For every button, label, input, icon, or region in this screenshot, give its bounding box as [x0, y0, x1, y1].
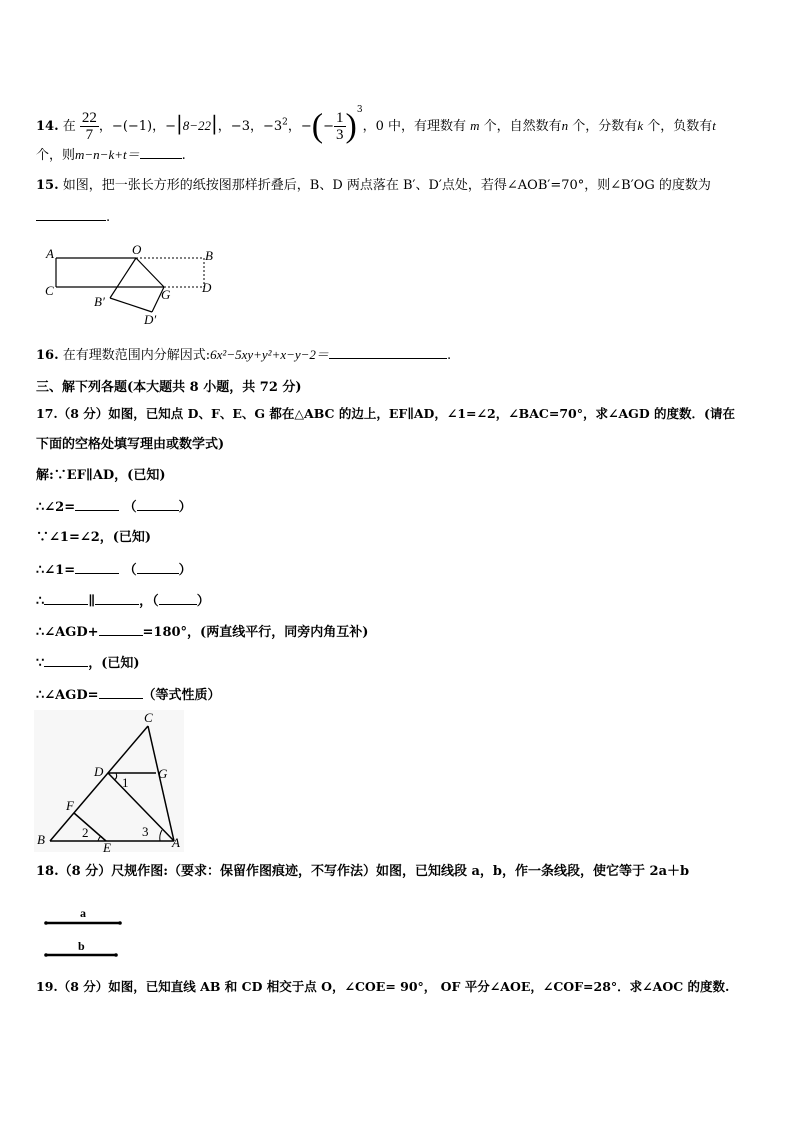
fold-og [136, 258, 164, 287]
label-angle-2: 2 [82, 825, 89, 840]
q18-line: 18.（8 分）尺规作图:（要求：保留作图痕迹，不写作法）如图，已知线段 a，b，作一条线段，使它等于 2a＋b [36, 864, 690, 879]
q15-text: 如图，把一张长方形的纸按图那样折叠后，B、D 两点落在 B′、D′点处，若得∠AOB′=70°，则∠B′OG 的度数为 [62, 178, 711, 193]
label-angle-1: 1 [122, 775, 129, 790]
step8-prefix: ∴∠AGD= [36, 688, 99, 703]
q14-expression: m−n−k+t＝ [75, 147, 140, 162]
label-D: D [94, 764, 104, 779]
q15-line1 [36, 177, 711, 195]
step2-prefix: ∴∠2= [36, 500, 76, 515]
label-B-prime: B′ [94, 294, 105, 309]
q19-line: 19.（8 分）如图，已知直线 AB 和 CD 相交于点 O，∠COE= 90°， OF 平分∠AOE，∠COF=28°．求∠AOC 的度数. [36, 979, 730, 994]
folded-bd [110, 298, 152, 312]
label-O: O [132, 242, 142, 257]
step6-prefix: ∴∠AGD+ [36, 625, 99, 640]
q17-step1: 解:∵EF∥AD，(已知) [36, 468, 166, 483]
reason-blank[interactable] [159, 592, 197, 605]
q17-step6 [36, 623, 368, 642]
label-D-prime: D′ [144, 312, 157, 327]
label-A: A [172, 835, 180, 850]
label-E: E [103, 840, 111, 852]
q14-line1: 14. 在 $\frac{22}{7}$ ，−(−1)，−|8−22|，−3，$-3^2$，−(− $\frac{1}{3}$ )$^3$，0 中，有理数有 m 个，自然数有n 个，分数有k 个，负数有t [36, 105, 716, 145]
var-t: t [712, 118, 716, 133]
q14-list-a: ，−(−1)，− [98, 119, 177, 134]
parallel-symbol: ∥ [88, 594, 96, 609]
segment-b-endpoint [114, 953, 118, 957]
step6-suffix: =180°，(两直线平行，同旁内角互补) [142, 625, 369, 640]
q15-number: 15. [36, 178, 59, 193]
q16-text: 在有理数范围内分解因式: [62, 348, 211, 363]
open-paren: （ [123, 563, 137, 578]
close-paren: ） [178, 500, 192, 515]
exponent-3: 3 [356, 105, 363, 115]
q17-line1: 17.（8 分）如图，已知点 D、F、E、G 都在△ABC 的边上，EF∥AD，∠1=∠2，∠BAC=70°，求∠AGD 的度数．(请在 [36, 406, 735, 421]
q14-t3: 个，负数有 [647, 119, 713, 134]
label-angle-3: 3 [142, 824, 149, 839]
q14-line2-prefix: 个，则 [36, 148, 76, 163]
label-C: C [45, 283, 54, 298]
q14-list-c: ，− [287, 119, 312, 134]
segment-b-endpoint [44, 953, 48, 957]
q17-step4 [36, 561, 192, 580]
answer-blank[interactable] [75, 498, 119, 511]
step7-suffix: ，(已知) [88, 656, 140, 671]
q16-expression: 6x²−5xy+y²+x−y−2＝ [210, 347, 329, 362]
q15-end: . [106, 210, 111, 225]
answer-blank[interactable] [329, 346, 447, 359]
label-A: A [46, 246, 54, 261]
answer-blank[interactable] [99, 623, 143, 636]
q14-list-b: ，−3，−3 [217, 119, 283, 134]
q17-step5 [36, 592, 210, 611]
segment-a-endpoint [44, 921, 48, 925]
segment-a-endpoint [118, 921, 122, 925]
section-header: 三、解下列各题(本大题共 8 小题，共 72 分) [36, 380, 302, 395]
q14-line2 [36, 146, 186, 165]
step4-prefix: ∴∠1= [36, 563, 76, 578]
close-paren: ） [196, 594, 210, 609]
var-n: n [561, 118, 569, 133]
answer-blank[interactable] [140, 146, 182, 159]
fold-ob [110, 258, 136, 298]
label-C: C [144, 710, 153, 725]
step8-suffix: （等式性质） [142, 688, 221, 703]
label-D: D [202, 280, 212, 295]
q16-line [36, 346, 451, 365]
reason-blank[interactable] [137, 561, 179, 574]
fraction-sign: − [323, 119, 334, 134]
fraction-denominator: 7 [85, 127, 94, 143]
q15-line2 [36, 208, 110, 227]
q14-end: . [181, 148, 186, 163]
exponent-2: 2 [282, 117, 288, 128]
q17-step2 [36, 498, 192, 517]
step7-prefix: ∵ [36, 656, 45, 671]
fraction-1-3 [334, 110, 346, 143]
answer-blank[interactable] [75, 561, 119, 574]
q17-step7 [36, 654, 140, 673]
var-k: k [637, 118, 644, 133]
answer-blank[interactable] [44, 592, 88, 605]
q17-line2: 下面的空格处填写理由或数学式) [36, 437, 225, 452]
step5-prefix: ∴ [36, 594, 45, 609]
label-B: B [37, 832, 45, 847]
fold-figure [40, 240, 230, 330]
reason-blank[interactable] [137, 498, 179, 511]
q14-t2: 个，分数有 [572, 119, 638, 134]
q16-end: . [446, 348, 452, 363]
comma-paren: ，（ [139, 594, 159, 609]
answer-blank[interactable] [95, 592, 139, 605]
q16-number: 16. [36, 348, 59, 363]
label-B: B [205, 248, 213, 263]
q14-t1: 个，自然数有 [483, 119, 562, 134]
fraction-numerator: 22 [81, 110, 97, 126]
q14-list-d: ，0 中，有理数有 [362, 119, 466, 134]
q17-step8 [36, 686, 221, 705]
label-b: b [78, 939, 85, 953]
label-a: a [80, 906, 86, 920]
q17-step3: ∵∠1=∠2，(已知) [36, 530, 152, 545]
fraction-numerator: 1 [336, 110, 344, 126]
open-paren: （ [123, 500, 137, 515]
fraction-22-7 [80, 110, 99, 143]
label-G: G [161, 287, 171, 302]
fraction-denominator: 3 [336, 127, 344, 143]
answer-blank[interactable] [99, 686, 143, 699]
q14-number: 14. [36, 119, 59, 134]
answer-blank[interactable] [36, 208, 106, 221]
abs-value-content: 8−22 [182, 118, 212, 133]
answer-blank[interactable] [44, 654, 88, 667]
triangle-figure [34, 710, 184, 852]
close-paren: ） [178, 563, 192, 578]
q14-intro: 在 [62, 119, 76, 134]
var-m: m [470, 118, 480, 133]
label-F: F [66, 798, 74, 813]
label-G: G [158, 766, 168, 781]
segments-figure [42, 902, 132, 960]
